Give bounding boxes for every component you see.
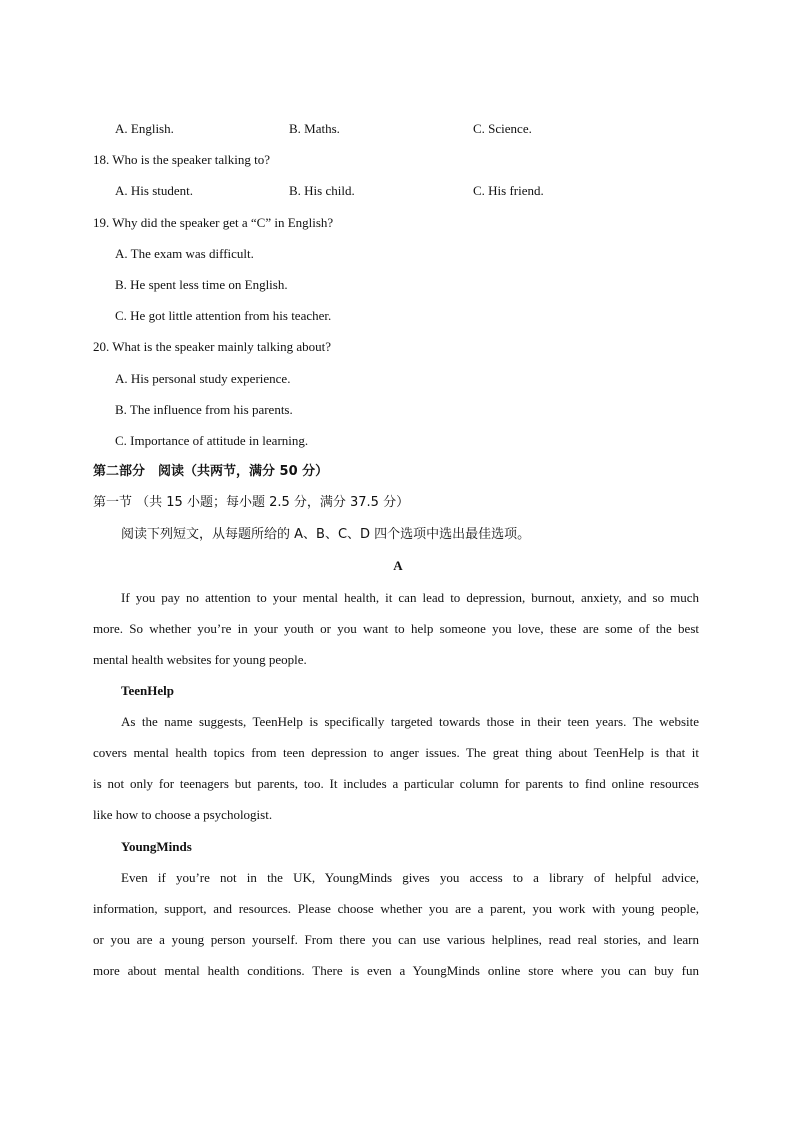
teenhelp-line-2: covers mental health topics from teen depression to anger issues. The great thing about TeenHelp is that it [93, 745, 699, 760]
q17-option-b: B. Maths. [289, 121, 340, 136]
teenhelp-line-3: is not only for teenagers but parents, too. It includes a particular column for parents to find online resources [93, 776, 699, 791]
intro-line-3: mental health websites for young people. [93, 652, 307, 667]
youngminds-heading: YoungMinds [121, 839, 192, 854]
reading-instruction: 阅读下列短文，从每题所给的 A、B、C、D 四个选项中选出最佳选项。 [121, 527, 531, 542]
q19-option-b: B. He spent less time on English. [115, 277, 288, 292]
q20-question: 20. What is the speaker mainly talking about? [93, 339, 332, 354]
youngminds-line-4: more about mental health conditions. There is even a YoungMinds online store where you can buy fun [93, 963, 699, 978]
q17-option-c: C. Science. [473, 121, 532, 136]
teenhelp-heading: TeenHelp [121, 683, 174, 698]
q20-option-b: B. The influence from his parents. [115, 402, 293, 417]
q19-question: 19. Why did the speaker get a “C” in English? [93, 215, 334, 230]
q18-option-c: C. His friend. [473, 183, 544, 198]
teenhelp-line-4: like how to choose a psychologist. [93, 807, 273, 822]
q18-option-b: B. His child. [289, 183, 355, 198]
youngminds-line-3: or you are a young person yourself. From there you can use various helplines, read real stories, and learn [93, 932, 699, 947]
q18-option-a: A. His student. [115, 183, 193, 198]
youngminds-line-2: information, support, and resources. Please choose whether you are a parent, you work with young people, [93, 901, 699, 916]
q18-question: 18. Who is the speaker talking to? [93, 152, 271, 167]
teenhelp-line-1: As the name suggests, TeenHelp is specifically targeted towards those in their teen years. The website [121, 714, 699, 729]
q20-option-c: C. Importance of attitude in learning. [115, 433, 309, 448]
intro-line-1: If you pay no attention to your mental health, it can lead to depression, burnout, anxiety, and so much [121, 590, 699, 605]
youngminds-line-1: Even if you’re not in the UK, YoungMinds gives you access to a library of helpful advice, [121, 870, 699, 885]
section1-title: 第一节 （共 15 小题；每小题 2.5 分，满分 37.5 分） [93, 495, 410, 510]
q17-options [115, 121, 705, 137]
intro-line-2: more. So whether you’re in your youth or you want to help someone you love, these are some of the best [93, 621, 699, 636]
passage-label: A [393, 558, 403, 573]
part2-title: 第二部分 阅读（共两节，满分 50 分） [93, 464, 329, 479]
q17-option-a: A. English. [115, 121, 174, 136]
q20-option-a: A. His personal study experience. [115, 371, 291, 386]
q19-option-a: A. The exam was difficult. [115, 246, 254, 261]
q18-options [115, 183, 705, 199]
q19-option-c: C. He got little attention from his teacher. [115, 308, 332, 323]
